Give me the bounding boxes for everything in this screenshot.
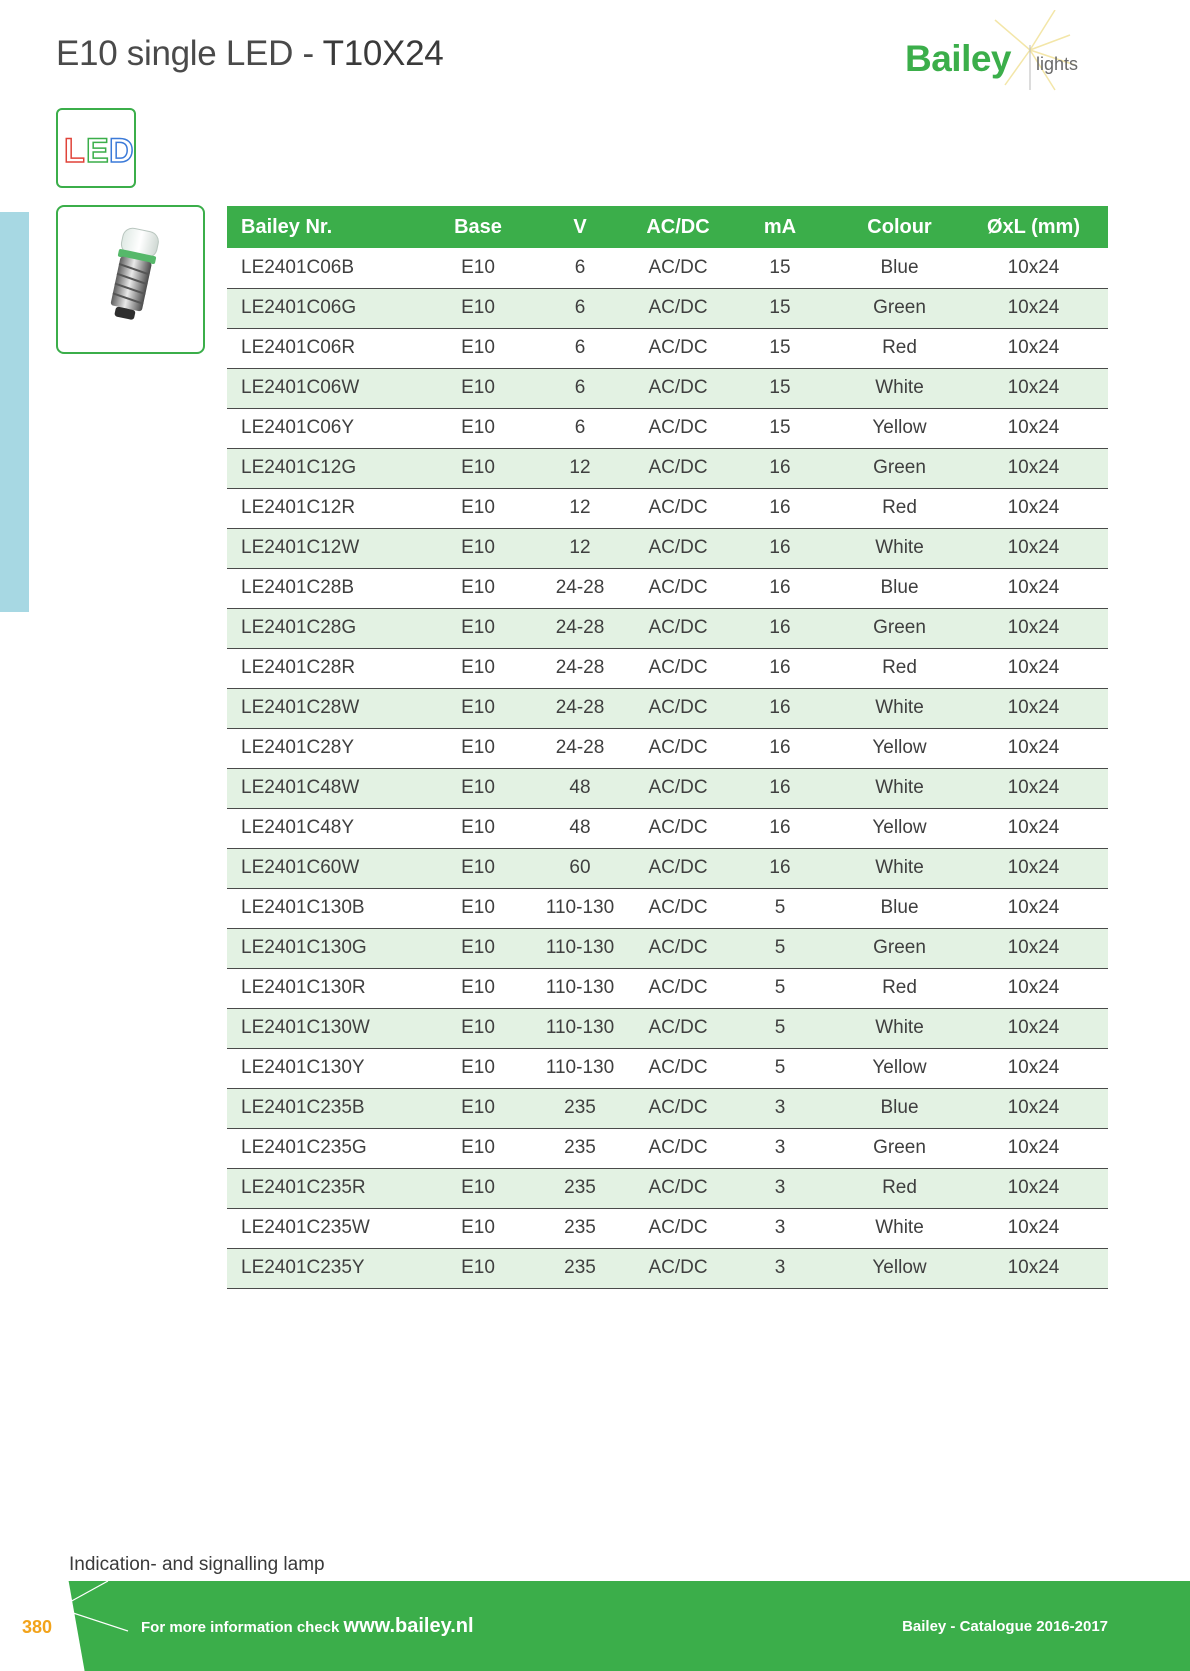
table-cell: Yellow xyxy=(840,728,959,768)
table-cell: AC/DC xyxy=(636,288,720,328)
table-cell: 6 xyxy=(524,408,636,448)
table-cell: 10x24 xyxy=(959,648,1108,688)
table-cell: Blue xyxy=(840,888,959,928)
table-cell: 3 xyxy=(720,1088,840,1128)
column-header: V xyxy=(524,206,636,248)
table-cell: Red xyxy=(840,648,959,688)
table-cell: E10 xyxy=(432,248,524,288)
table-cell: 110-130 xyxy=(524,1008,636,1048)
spec-table xyxy=(227,206,1108,1289)
table-cell: White xyxy=(840,768,959,808)
table-cell: 48 xyxy=(524,768,636,808)
table-cell: LE2401C235R xyxy=(227,1168,432,1208)
table-cell: 24-28 xyxy=(524,648,636,688)
table-cell: AC/DC xyxy=(636,448,720,488)
table-cell: LE2401C12G xyxy=(227,448,432,488)
table-cell: 10x24 xyxy=(959,728,1108,768)
table-cell: Yellow xyxy=(840,808,959,848)
table-cell: E10 xyxy=(432,1048,524,1088)
table-cell: LE2401C235B xyxy=(227,1088,432,1128)
table-cell: AC/DC xyxy=(636,408,720,448)
table-cell: AC/DC xyxy=(636,1128,720,1168)
table-cell: 6 xyxy=(524,368,636,408)
table-cell: LE2401C130R xyxy=(227,968,432,1008)
table-row xyxy=(227,848,1108,888)
table-cell: Yellow xyxy=(840,408,959,448)
table-cell: E10 xyxy=(432,1128,524,1168)
table-row xyxy=(227,1248,1108,1288)
table-cell: E10 xyxy=(432,728,524,768)
table-cell: LE2401C130G xyxy=(227,928,432,968)
table-cell: 5 xyxy=(720,888,840,928)
table-cell: 3 xyxy=(720,1248,840,1288)
table-cell: 10x24 xyxy=(959,688,1108,728)
table-cell: 15 xyxy=(720,408,840,448)
table-cell: 235 xyxy=(524,1248,636,1288)
table-cell: AC/DC xyxy=(636,488,720,528)
table-row xyxy=(227,808,1108,848)
table-cell: 15 xyxy=(720,368,840,408)
table-row xyxy=(227,408,1108,448)
table-row xyxy=(227,328,1108,368)
table-cell: LE2401C60W xyxy=(227,848,432,888)
table-cell: Blue xyxy=(840,248,959,288)
table-cell: Green xyxy=(840,1128,959,1168)
table-cell: 16 xyxy=(720,448,840,488)
table-row xyxy=(227,1088,1108,1128)
table-cell: 10x24 xyxy=(959,1168,1108,1208)
table-cell: White xyxy=(840,368,959,408)
page-number: 380 xyxy=(22,1617,53,1637)
table-cell: LE2401C06R xyxy=(227,328,432,368)
table-cell: 10x24 xyxy=(959,568,1108,608)
table-cell: AC/DC xyxy=(636,888,720,928)
table-row xyxy=(227,368,1108,408)
svg-text:E: E xyxy=(86,132,109,168)
table-row xyxy=(227,248,1108,288)
table-cell: 110-130 xyxy=(524,888,636,928)
table-cell: 24-28 xyxy=(524,688,636,728)
table-row xyxy=(227,1208,1108,1248)
table-cell: LE2401C28Y xyxy=(227,728,432,768)
table-cell: AC/DC xyxy=(636,928,720,968)
header-row xyxy=(227,206,1108,248)
table-cell: E10 xyxy=(432,688,524,728)
table-cell: Red xyxy=(840,968,959,1008)
website-link[interactable]: www.bailey.nl xyxy=(343,1615,474,1637)
table-cell: 10x24 xyxy=(959,608,1108,648)
table-cell: 3 xyxy=(720,1168,840,1208)
table-cell: E10 xyxy=(432,928,524,968)
section-tab-bar xyxy=(0,212,29,612)
table-cell: 6 xyxy=(524,248,636,288)
table-cell: 16 xyxy=(720,728,840,768)
table-cell: E10 xyxy=(432,488,524,528)
table-cell: 10x24 xyxy=(959,808,1108,848)
table-cell: AC/DC xyxy=(636,568,720,608)
more-info-text xyxy=(141,1615,474,1638)
table-cell: LE2401C12W xyxy=(227,528,432,568)
table-cell: E10 xyxy=(432,1248,524,1288)
table-cell: 3 xyxy=(720,1128,840,1168)
table-cell: 16 xyxy=(720,848,840,888)
table-cell: E10 xyxy=(432,1008,524,1048)
table-cell: 15 xyxy=(720,288,840,328)
svg-text:L: L xyxy=(64,132,85,168)
table-row xyxy=(227,728,1108,768)
table-cell: 235 xyxy=(524,1208,636,1248)
table-cell: LE2401C235Y xyxy=(227,1248,432,1288)
table-cell: E10 xyxy=(432,888,524,928)
table-cell: 3 xyxy=(720,1208,840,1248)
catalogue-label: Bailey - Catalogue 2016-2017 xyxy=(902,1618,1108,1635)
column-header: Bailey Nr. xyxy=(227,206,432,248)
table-cell: E10 xyxy=(432,328,524,368)
table-cell: E10 xyxy=(432,808,524,848)
table-cell: 16 xyxy=(720,608,840,648)
table-cell: 6 xyxy=(524,288,636,328)
table-cell: 235 xyxy=(524,1128,636,1168)
table-cell: 15 xyxy=(720,328,840,368)
table-cell: Yellow xyxy=(840,1248,959,1288)
table-cell: 10x24 xyxy=(959,968,1108,1008)
table-cell: 235 xyxy=(524,1168,636,1208)
table-cell: LE2401C06B xyxy=(227,248,432,288)
table-cell: Red xyxy=(840,328,959,368)
table-cell: White xyxy=(840,528,959,568)
table-cell: E10 xyxy=(432,288,524,328)
table-cell: E10 xyxy=(432,448,524,488)
table-cell: Green xyxy=(840,608,959,648)
table-cell: E10 xyxy=(432,848,524,888)
table-cell: AC/DC xyxy=(636,688,720,728)
table-cell: E10 xyxy=(432,968,524,1008)
spec-table-body xyxy=(227,248,1108,1288)
table-cell: 12 xyxy=(524,448,636,488)
table-cell: 110-130 xyxy=(524,1048,636,1088)
table-cell: 10x24 xyxy=(959,1008,1108,1048)
table-cell: E10 xyxy=(432,368,524,408)
table-cell: Red xyxy=(840,1168,959,1208)
table-cell: 24-28 xyxy=(524,608,636,648)
svg-text:D: D xyxy=(109,132,134,168)
table-row xyxy=(227,648,1108,688)
column-header: Base xyxy=(432,206,524,248)
table-cell: AC/DC xyxy=(636,648,720,688)
title-model: T10X24 xyxy=(322,34,444,73)
table-row xyxy=(227,1168,1108,1208)
table-cell: 10x24 xyxy=(959,1048,1108,1088)
logo-word: Bailey xyxy=(905,38,1012,79)
table-cell: AC/DC xyxy=(636,1248,720,1288)
table-cell: 24-28 xyxy=(524,568,636,608)
table-cell: 5 xyxy=(720,968,840,1008)
table-cell: 16 xyxy=(720,768,840,808)
table-row xyxy=(227,1008,1108,1048)
footer-ray-decoration xyxy=(0,1581,140,1671)
table-cell: Green xyxy=(840,288,959,328)
title-prefix: E10 single LED - xyxy=(56,34,323,73)
table-cell: White xyxy=(840,848,959,888)
led-icon xyxy=(62,132,134,168)
table-cell: 16 xyxy=(720,648,840,688)
table-row xyxy=(227,568,1108,608)
table-cell: Yellow xyxy=(840,1048,959,1088)
table-cell: AC/DC xyxy=(636,1208,720,1248)
table-cell: LE2401C48Y xyxy=(227,808,432,848)
table-row xyxy=(227,288,1108,328)
table-row xyxy=(227,608,1108,648)
table-cell: 10x24 xyxy=(959,1088,1108,1128)
table-row xyxy=(227,768,1108,808)
table-cell: E10 xyxy=(432,1088,524,1128)
table-row xyxy=(227,688,1108,728)
table-cell: LE2401C130Y xyxy=(227,1048,432,1088)
table-cell: AC/DC xyxy=(636,728,720,768)
table-cell: 10x24 xyxy=(959,408,1108,448)
bailey-logo xyxy=(895,10,1095,100)
table-cell: 10x24 xyxy=(959,1128,1108,1168)
table-cell: 10x24 xyxy=(959,768,1108,808)
table-row xyxy=(227,1048,1108,1088)
table-cell: LE2401C06G xyxy=(227,288,432,328)
table-cell: E10 xyxy=(432,648,524,688)
led-bulb-image xyxy=(80,225,185,335)
table-cell: 110-130 xyxy=(524,968,636,1008)
table-row xyxy=(227,888,1108,928)
table-cell: E10 xyxy=(432,568,524,608)
table-cell: E10 xyxy=(432,528,524,568)
table-cell: White xyxy=(840,1208,959,1248)
table-cell: 10x24 xyxy=(959,1248,1108,1288)
table-cell: 10x24 xyxy=(959,1208,1108,1248)
table-cell: White xyxy=(840,688,959,728)
table-cell: E10 xyxy=(432,1208,524,1248)
column-header: Colour xyxy=(840,206,959,248)
table-cell: Green xyxy=(840,928,959,968)
table-cell: LE2401C130B xyxy=(227,888,432,928)
table-cell: 16 xyxy=(720,488,840,528)
table-cell: AC/DC xyxy=(636,768,720,808)
table-cell: LE2401C28B xyxy=(227,568,432,608)
spec-table-header xyxy=(227,206,1108,248)
table-cell: 5 xyxy=(720,1008,840,1048)
table-row xyxy=(227,928,1108,968)
table-row xyxy=(227,1128,1108,1168)
table-cell: 24-28 xyxy=(524,728,636,768)
table-cell: 235 xyxy=(524,1088,636,1128)
table-cell: AC/DC xyxy=(636,1088,720,1128)
table-cell: AC/DC xyxy=(636,1008,720,1048)
table-cell: 5 xyxy=(720,1048,840,1088)
table-cell: E10 xyxy=(432,1168,524,1208)
table-cell: 10x24 xyxy=(959,888,1108,928)
table-cell: 10x24 xyxy=(959,928,1108,968)
table-cell: 12 xyxy=(524,528,636,568)
table-row xyxy=(227,488,1108,528)
table-cell: AC/DC xyxy=(636,248,720,288)
table-cell: 16 xyxy=(720,568,840,608)
table-cell: 10x24 xyxy=(959,488,1108,528)
table-cell: LE2401C28G xyxy=(227,608,432,648)
table-cell: 6 xyxy=(524,328,636,368)
table-cell: E10 xyxy=(432,408,524,448)
table-cell: 5 xyxy=(720,928,840,968)
table-cell: LE2401C48W xyxy=(227,768,432,808)
table-cell: AC/DC xyxy=(636,808,720,848)
table-cell: 16 xyxy=(720,528,840,568)
table-cell: 10x24 xyxy=(959,368,1108,408)
table-cell: 10x24 xyxy=(959,248,1108,288)
more-info-label: For more information check xyxy=(141,1619,340,1636)
table-cell: 110-130 xyxy=(524,928,636,968)
column-header: mA xyxy=(720,206,840,248)
product-image-frame xyxy=(56,205,205,354)
column-header: AC/DC xyxy=(636,206,720,248)
table-cell: LE2401C06Y xyxy=(227,408,432,448)
table-cell: 12 xyxy=(524,488,636,528)
table-row xyxy=(227,968,1108,1008)
table-cell: LE2401C28R xyxy=(227,648,432,688)
table-cell: 10x24 xyxy=(959,848,1108,888)
table-cell: E10 xyxy=(432,608,524,648)
table-cell: AC/DC xyxy=(636,368,720,408)
table-cell: E10 xyxy=(432,768,524,808)
table-cell: 60 xyxy=(524,848,636,888)
page-title xyxy=(56,34,443,74)
table-cell: Red xyxy=(840,488,959,528)
table-cell: LE2401C28W xyxy=(227,688,432,728)
table-cell: 16 xyxy=(720,808,840,848)
table-cell: 15 xyxy=(720,248,840,288)
table-cell: LE2401C235W xyxy=(227,1208,432,1248)
table-cell: AC/DC xyxy=(636,1048,720,1088)
table-row xyxy=(227,448,1108,488)
table-cell: AC/DC xyxy=(636,968,720,1008)
column-header: ØxL (mm) xyxy=(959,206,1108,248)
footer-caption: Indication- and signalling lamp xyxy=(69,1554,325,1575)
table-cell: 16 xyxy=(720,688,840,728)
table-cell: LE2401C12R xyxy=(227,488,432,528)
table-cell: AC/DC xyxy=(636,608,720,648)
table-cell: Green xyxy=(840,448,959,488)
table-cell: Blue xyxy=(840,1088,959,1128)
table-cell: LE2401C235G xyxy=(227,1128,432,1168)
table-row xyxy=(227,528,1108,568)
table-cell: AC/DC xyxy=(636,1168,720,1208)
table-cell: AC/DC xyxy=(636,528,720,568)
table-cell: AC/DC xyxy=(636,848,720,888)
table-cell: 48 xyxy=(524,808,636,848)
table-cell: 10x24 xyxy=(959,448,1108,488)
table-cell: 10x24 xyxy=(959,528,1108,568)
logo-sub: lights xyxy=(1036,54,1079,74)
table-cell: White xyxy=(840,1008,959,1048)
table-cell: 10x24 xyxy=(959,328,1108,368)
table-cell: AC/DC xyxy=(636,328,720,368)
table-cell: Blue xyxy=(840,568,959,608)
led-badge xyxy=(56,108,136,188)
table-cell: LE2401C130W xyxy=(227,1008,432,1048)
table-cell: 10x24 xyxy=(959,288,1108,328)
table-cell: LE2401C06W xyxy=(227,368,432,408)
